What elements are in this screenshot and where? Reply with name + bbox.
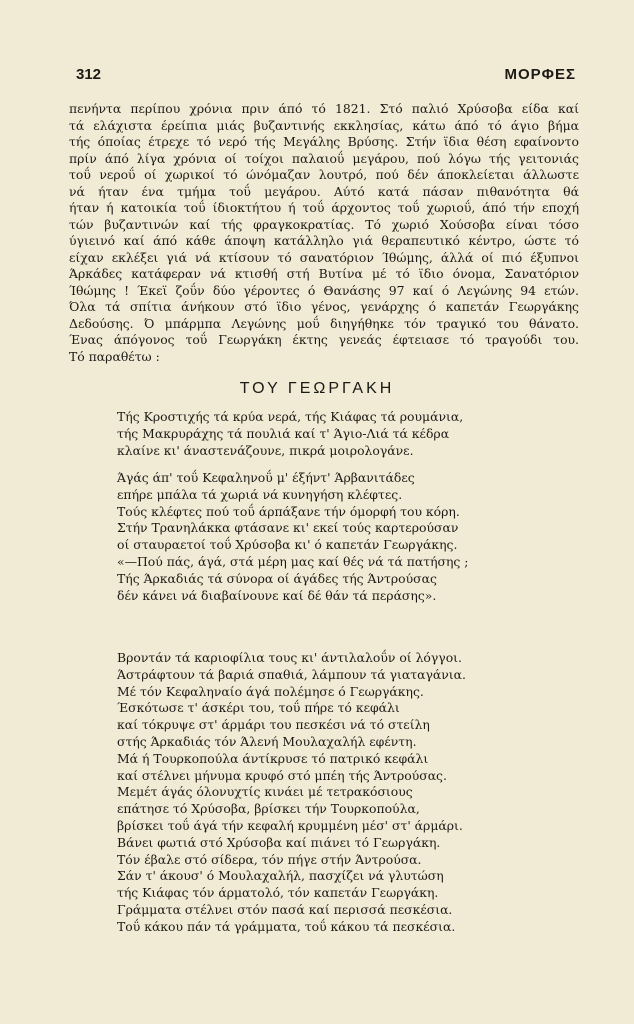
prose-line: Όλα τά σπίτια άνήκουν στό ϊδιο γένος, γενάρχης ό καπετάν Γεωργάκης [69,299,579,314]
verse-line: Τής Κροστιχής τά κρύα νερά, τής Κιάφας τά ρουμάνια, [117,409,464,424]
page-header [76,66,576,88]
verse-line: Τοΰ κάκου πάν τά γράμματα, τοΰ κάκου τά πεσκέσια. [117,918,456,934]
verse-line: επάτησε τό Χρύσοβα, βρίσκει τήν Τουρκοπούλα, [117,801,420,817]
verse-line: «—Πού πάς, άγά, στά μέρη μας καί θές νά τά πατήσης ; [117,553,469,569]
verse-line: βρίσκει τοΰ άγά τήν κεφαλή κρυμμένη μέσ' στ' άρμάρι. [117,817,463,833]
song-stanza [117,650,547,936]
prose-line: Ένας άπόγονος τοΰ Γεωργάκη έκτης γενεάς έφτειασε τό τραγούδι του. [69,332,579,347]
verse-line: Έσκότωσε τ' άσκέρι του, τοΰ πήρε τό κεφάλι [117,700,400,716]
song-title: ΤΟΥ ΓΕΩΡΓΑΚΗ [239,380,395,397]
verse-line: Μά ή Τουρκοπούλα άντίκρυσε τό πατρικό κεφάλι [117,750,429,766]
page-number: 312 [76,66,102,83]
verse-line: Γράμματα στέλνει στόν πασά καί περισσά πεσκέσια. [117,901,453,917]
prose-line: τά ελάχιστα έρείπια μιάς βυζαντινής εκκλησίας, κάτω άπό τό άγιο βήμα [69,117,579,133]
prose-line: Δεδούσης. Ό μπάρμπα Λεγώνης μοΰ διηγήθηκε τόν τραγικό του θάνατο. [69,315,579,331]
verse-line: κλαίνε κι' άναστενάζουνε, πικρά μοιρολογάνε. [117,442,414,458]
prose-line: τοΰ νεροΰ οί χωρικοί τό ώνόμαζαν λουτρό, πού δέν άποκλείεται άλλωστε [69,167,579,182]
prose-line: τών βυζαντινών καί τής φραγκοκρατίας. Τό χωριό Χούσοβα είναι τόσο [69,216,579,232]
song-stanza [117,409,547,459]
verse-line: Άστράφτουν τά βαριά σπαθιά, λάμπουν τά γιαταγάνια. [117,666,466,682]
song-stanza [117,470,547,604]
verse-line: Βροντάν τά καριοφίλια τους κι' άντιλαλοΰν οί λόγγοι. [117,650,462,665]
verse-line: Μεμέτ άγάς όλονυχτίς κινάει μέ τετρακόσιους [117,784,413,800]
prose-line: είχαν εκλέξει γιά νά κτίσουν τό σανατόριον Ίθώμης, άλλά οί πιό έξυπνοι [69,249,579,265]
verse-line: στής Άρκαδιάς τόν Άλενή Μουλαχαλήλ εφέντη. [117,733,417,749]
running-title: ΜΟΡΦΕΣ [504,66,576,83]
verse-line: καί στέλνει μήνυμα κρυφό στό μπέη τής Άντρούσας. [117,767,447,783]
verse-line: Τούς κλέφτες πού τοΰ άρπάξανε τήν όμορφή του κόρη. [117,503,460,519]
prose-line: τής όποίας έτρεχε τό νερό τής Μεγάλης Βρύσης. Στήν ϊδια θέση εφαίνοντο [69,134,579,149]
prose-line: Τό παραθέτω : [69,348,160,364]
verse-line: τής Μακρυράχης τά πουλιά καί τ' Άγιο-Λιά τά κέδρα [117,425,450,441]
prose-line: ήταν ή κατοικία τοΰ ίδιοκτήτου ή τοΰ άρχοντος τοΰ χωριοΰ, άπό τήν εποχή [69,200,579,215]
verse-line: Τόν έβαλε στό σίδερα, τόν πήγε στήν Άντρούσα. [117,851,422,867]
verse-line: Βάνει φωτιά στό Χρύσοβα καί πιάνει τό Γεωργάκη. [117,834,441,850]
prose-line: Ίθώμης ! Έκεϊ ζοΰν δύο γέροντες ό Θανάσης 97 καί ό Λεγώνης 94 ετών. [69,282,579,298]
verse-line: Σάν τ' άκουσ' ό Μουλαχαλήλ, πασχίζει νά γλυτώση [117,868,444,884]
verse-line: Άγάς άπ' τοΰ Κεφαληνοΰ μ' έξήντ' Άρβανιτάδες [117,470,415,485]
prose-line: ύγιεινό καί άπό κάθε άποψη κατάλληλο γιά θεραπευτικό κέντρο, ώστε τό [69,233,579,248]
verse-line: καί τόκρυψε στ' άρμάρι του πεσκέσι νά τό στείλη [117,717,430,733]
verse-line: Τής Άρκαδιάς τά σύνορα οί άγάδες τής Άντρούσας [117,570,437,586]
verse-line: τής Κιάφας τόν άρματολό, τόν καπετάν Γεωργάκη. [117,885,439,901]
verse-line: Στήν Τρανηλάκκα φτάσανε κι' εκεί τούς καρτερούσαν [117,520,459,536]
prose-line: πρίν άπό λίγα χρόνια οί τοίχοι παλαιοΰ μεγάρου, πού λόγω τής γειτονιάς [69,150,579,166]
verse-line: επήρε μπάλα τά χωριά νά κυνηγήση κλέφτες. [117,486,403,502]
verse-line: δέν κάνει νά διαβαίνουνε καί δέ θάν τά περάσης». [117,587,437,603]
prose-line: πενήντα περίπου χρόνια πριν άπό τό 1821. Στό παλιό Χρύσοβα είδα καί [69,101,579,116]
prose-paragraph [69,101,579,365]
prose-line: νά ήταν ένα τμήμα τοΰ μεγάρου. Αύτό κατά πάσαν πιθανότητα θά [69,183,579,199]
verse-line: οί σταυραετοί τοΰ Χρύσοβα κι' ό καπετάν Γεωργάκης. [117,537,458,553]
prose-line: Άρκάδες κατάφεραν νά κτισθή στή Βυτίνα μέ τό ϊδιο όνομα, Σανατόριον [69,266,579,281]
verse-line: Μέ τόν Κεφαληναίο άγά πολέμησε ό Γεωργάκης. [117,683,424,699]
